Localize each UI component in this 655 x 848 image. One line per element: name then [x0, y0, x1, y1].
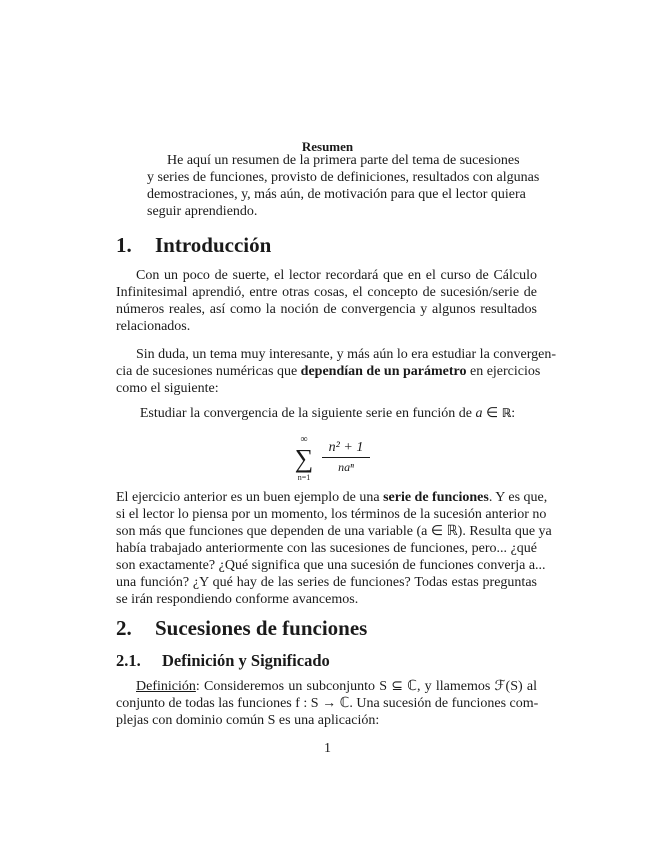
bold-text: dependían de un parámetro: [300, 364, 467, 379]
text: Estudiar la convergencia de la siguiente serie en función de: [139, 406, 476, 421]
paragraph-line: [116, 489, 548, 506]
text: El ejercicio anterior es un buen ejemplo de una: [116, 490, 384, 505]
paragraph-line: Sin duda, un tema muy interesante, y más aún lo era estudiar la convergen-: [136, 347, 556, 362]
paragraph-line: son más que funciones que dependen de una variable (a ∈ ℝ). Resulta que ya: [116, 524, 552, 539]
paragraph-line: números reales, así como la noción de convergencia y algunos resultados: [116, 302, 537, 317]
abstract-title: Resumen: [301, 139, 354, 154]
section-heading-2: [116, 615, 367, 641]
abstract-line: y series de funciones, provisto de definiciones, resultados con algunas: [147, 170, 540, 185]
sum-upper: ∞: [300, 434, 308, 445]
paragraph-line: son exactamente? ¿Qué significa que una sucesión de funciones converja a...: [116, 558, 546, 573]
paragraph-line: [116, 678, 537, 695]
text: ∈: [482, 406, 502, 421]
numerator: n² + 1: [328, 440, 364, 455]
section-title: Introducción: [155, 233, 272, 257]
definition-label: Definición: [136, 679, 196, 694]
sum-lower: n=1: [297, 473, 311, 482]
text: :: [511, 406, 516, 421]
sigma-symbol: ∑: [294, 444, 314, 473]
abstract-line: demostraciones, y, más aún, de motivación para que el lector quiera: [147, 187, 526, 202]
subsection-title: Definición y Significado: [162, 651, 330, 670]
fraction-bar: [322, 457, 370, 458]
page-number: 1: [324, 741, 331, 756]
section-title: Sucesiones de funciones: [155, 616, 368, 640]
subsection-heading: [116, 651, 330, 671]
paragraph-line: Con un poco de suerte, el lector recordará que en el curso de Cálculo: [136, 268, 537, 283]
paragraph-line: una función? ¿Y qué hay de las series de funciones? Todas estas preguntas: [116, 575, 537, 590]
paragraph-line: Infinitesimal aprendió, entre otras cosas, el concepto de sucesión/serie de: [116, 285, 537, 300]
paragraph-line: relacionados.: [116, 319, 191, 334]
math-set: ℝ: [501, 406, 512, 420]
text: en ejercicios: [466, 364, 541, 379]
math-var: a: [475, 406, 483, 421]
section-number: 1.: [116, 233, 132, 257]
paragraph-line: se irán respondiendo conforme avancemos.: [116, 592, 359, 607]
bold-text: serie de funciones: [383, 490, 489, 505]
paragraph-line: como el siguiente:: [116, 381, 219, 396]
text: cia de sucesiones numéricas que: [116, 364, 301, 379]
abstract-line: He aquí un resumen de la primera parte del tema de sucesiones: [167, 153, 520, 168]
exercise-statement: [0, 405, 655, 422]
denominator: naⁿ: [338, 460, 354, 474]
series-formula: [292, 434, 372, 486]
paragraph-line: plejas con dominio común S es una aplicación:: [116, 713, 380, 728]
fraction: [322, 440, 370, 475]
paragraph-line: había trabajado anteriormente con las sucesiones de funciones, pero... ¿qué: [116, 541, 537, 556]
abstract-line: seguir aprendiendo.: [147, 204, 258, 219]
text: . Y es que,: [488, 490, 548, 505]
subsection-number: 2.1.: [116, 651, 141, 670]
section-number: 2.: [116, 616, 132, 640]
paragraph-line: conjunto de todas las funciones f : S → ℂ. Una sucesión de funciones com-: [116, 696, 539, 711]
section-heading-1: [116, 232, 271, 258]
paragraph-line: [116, 363, 541, 380]
paragraph-line: si el lector lo piensa por un momento, los términos de la sucesión anterior no: [116, 507, 547, 522]
text: : Consideremos un subconjunto S ⊆ ℂ, y llamemos ℱ(S) al: [195, 679, 537, 694]
